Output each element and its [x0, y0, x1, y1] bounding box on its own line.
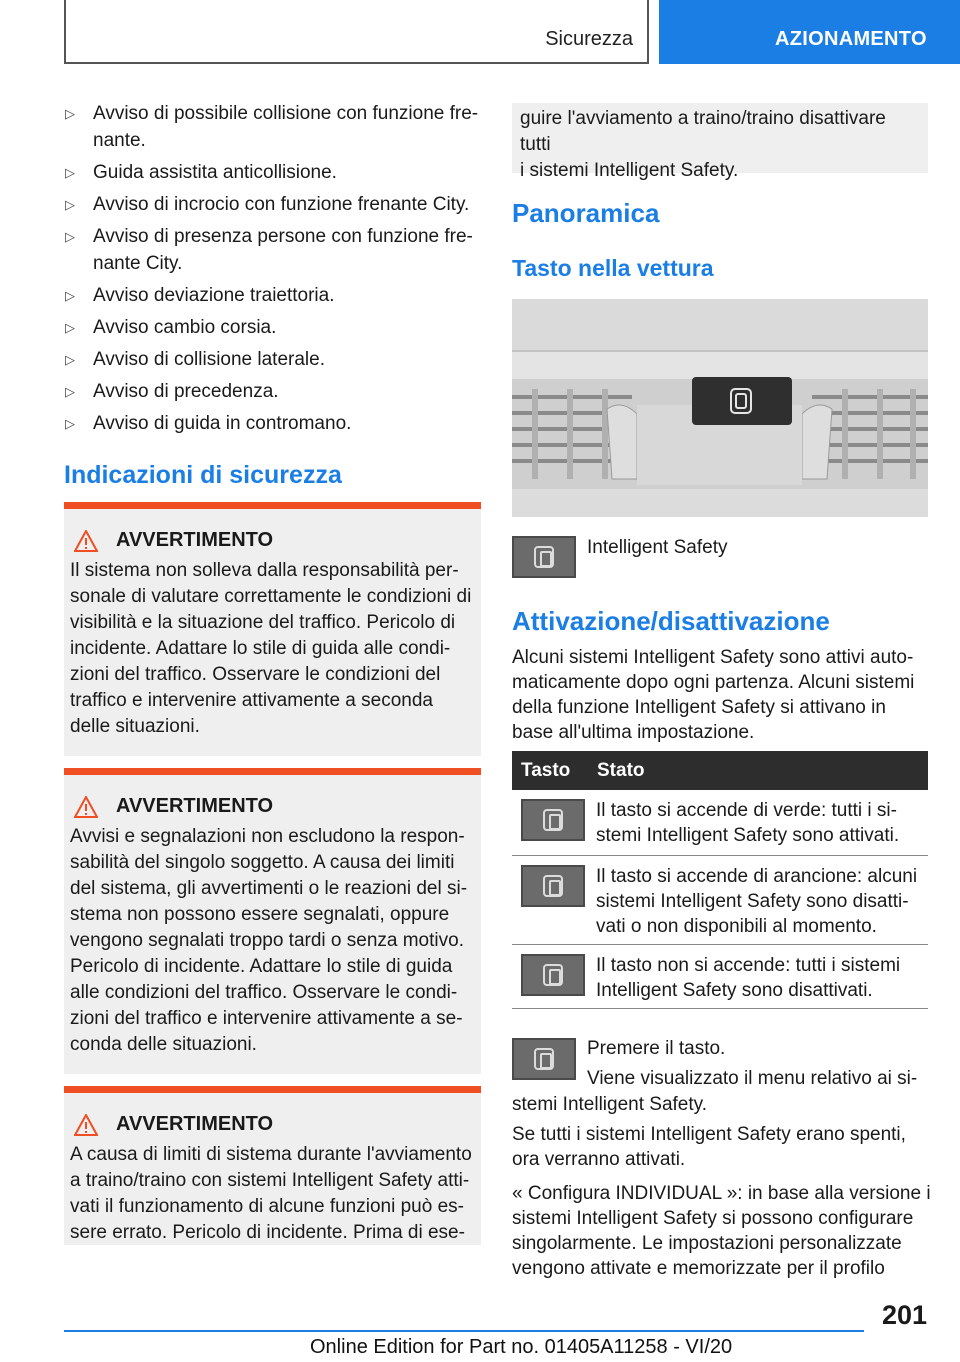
activation-heading: Attivazione/disattivazione	[512, 606, 830, 636]
table-row	[512, 856, 928, 945]
table-row	[512, 790, 928, 856]
panoramica-heading: Panoramica	[512, 198, 660, 228]
warning-title: AVVERTIMENTO	[116, 795, 274, 817]
warning-continuation: guire l'avviamento a traino/traino disattivare tutti i sistemi Intelligent Safety.	[512, 103, 928, 173]
list-item: ▷ Avviso di possibile collisione con funzione fre- nante.	[64, 100, 482, 154]
intelligent-safety-button-icon	[521, 865, 585, 907]
warning-box	[64, 1086, 481, 1245]
button-label: Intelligent Safety	[587, 537, 728, 558]
list-item: ▷ Avviso di presenza persone con funzione fre- nante City.	[64, 223, 482, 277]
triangle-bullet-icon: ▷	[65, 197, 75, 212]
menu-note-line: Viene visualizzato il menu relativo ai si-	[587, 1068, 918, 1089]
warning-title: AVVERTIMENTO	[116, 529, 274, 551]
intelligent-safety-button-icon	[512, 536, 576, 578]
column-header-tasto: Tasto	[521, 760, 571, 781]
table-cell-stato: Il tasto non si accende: tutti i sistemi Intelligent Safety sono disattivati.	[596, 955, 901, 1001]
intelligent-safety-button-icon	[512, 1038, 576, 1080]
header-section-label: Sicurezza	[545, 28, 633, 50]
warning-title: AVVERTIMENTO	[116, 1113, 274, 1135]
intelligent-safety-button-icon	[521, 799, 585, 841]
status-table-header	[512, 751, 928, 790]
list-item: ▷ Avviso cambio corsia.	[64, 314, 482, 341]
intelligent-safety-button-icon	[521, 954, 585, 996]
safety-heading: Indicazioni di sicurezza	[64, 461, 342, 489]
warning-text: Avvisi e segnalazioni non escludono la respon- sabilità del singolo soggetto. A causa dei limiti del sistema, gli avvertimenti o le reazioni del si- stema non possono essere segnalati, oppure vengono segnalati troppo tardi o senza motivo. Pericolo di incidente. Adattare lo stile di guida alle condizioni del traffico. Osservare le condi- zioni del traffico e intervenire attivamente a se- conda delle situazioni.	[70, 826, 468, 1055]
table-cell-stato: Il tasto si accende di verde: tutti i si- stemi Intelligent Safety sono attivati.	[596, 800, 900, 846]
table-cell-stato: Il tasto si accende di arancione: alcuni sistemi Intelligent Safety sono disatti- vati o non disponibili al momento.	[596, 866, 918, 937]
feature-list-column	[64, 100, 482, 442]
list-item: ▷ Guida assistita anticollisione.	[64, 159, 482, 186]
warning-text: A causa di limiti di sistema durante l'avviamento a traino/traino con sistemi Intelligent Safety atti- vati il funzionamento di alcune funzioni può es- sere errato. Pericolo di incidente. Prima di ese-	[70, 1144, 472, 1243]
press-instruction: Premere il tasto.	[587, 1038, 726, 1059]
paragraph: « Configura INDIVIDUAL »: in base alla versione i sistemi Intelligent Safety si possono configurare singolarmente. Le impostazioni personalizzate vengono attivate e memorizzate per il profilo	[512, 1183, 931, 1279]
warning-triangle-icon	[74, 530, 98, 552]
warning-box	[64, 768, 481, 1074]
footer-rule	[64, 1330, 864, 1332]
column-header-stato: Stato	[597, 760, 645, 781]
triangle-bullet-icon: ▷	[65, 288, 75, 303]
paragraph: Se tutti i sistemi Intelligent Safety erano spenti, ora verranno attivati.	[512, 1124, 906, 1170]
warning-bar	[64, 768, 481, 775]
triangle-bullet-icon: ▷	[65, 416, 75, 431]
warning-box	[64, 502, 481, 756]
list-item: ▷ Avviso di incrocio con funzione frenante City.	[64, 191, 482, 218]
warning-bar	[64, 502, 481, 509]
activation-text: Alcuni sistemi Intelligent Safety sono attivi auto- maticamente dopo ogni partenza. Alcuni sistemi della funzione Intelligent Safety si attivano in base all'ultima impostazione.	[512, 647, 915, 743]
warning-triangle-icon	[74, 796, 98, 818]
warning-bar	[64, 1086, 481, 1093]
feature-list	[64, 100, 482, 437]
triangle-bullet-icon: ▷	[65, 384, 75, 399]
table-row	[512, 945, 928, 1009]
menu-note-line: stemi Intelligent Safety.	[512, 1094, 708, 1115]
triangle-bullet-icon: ▷	[65, 352, 75, 367]
page-number: 201	[881, 1300, 927, 1330]
header-chapter-label: AZIONAMENTO	[775, 28, 927, 50]
list-item: ▷ Avviso di collisione laterale.	[64, 346, 482, 373]
dashboard-vents-illustration	[512, 299, 928, 517]
tasto-heading: Tasto nella vettura	[512, 255, 714, 281]
triangle-bullet-icon: ▷	[65, 165, 75, 180]
warning-text: Il sistema non solleva dalla responsabilità per- sonale di valutare correttamente le condizioni di visibilità e la situazione del traffico. Pericolo di incidente. Adattare lo stile di guida alle condi- zioni del traffico. Osservare le condizioni del traffico e intervenire attivamente a seconda delle situazioni.	[70, 560, 472, 737]
dashboard-photo	[512, 299, 928, 517]
list-item: ▷ Avviso deviazione traiettoria.	[64, 282, 482, 309]
list-item: ▷ Avviso di precedenza.	[64, 378, 482, 405]
triangle-bullet-icon: ▷	[65, 229, 75, 244]
triangle-bullet-icon: ▷	[65, 106, 75, 121]
triangle-bullet-icon: ▷	[65, 320, 75, 335]
warning-triangle-icon	[74, 1114, 98, 1136]
list-item: ▷ Avviso di guida in contromano.	[64, 410, 482, 437]
header-chapter-tab	[659, 0, 960, 64]
footer-edition: Online Edition for Part no. 01405A11258 - VI/20	[310, 1336, 733, 1358]
header-section-tab	[64, 0, 649, 64]
